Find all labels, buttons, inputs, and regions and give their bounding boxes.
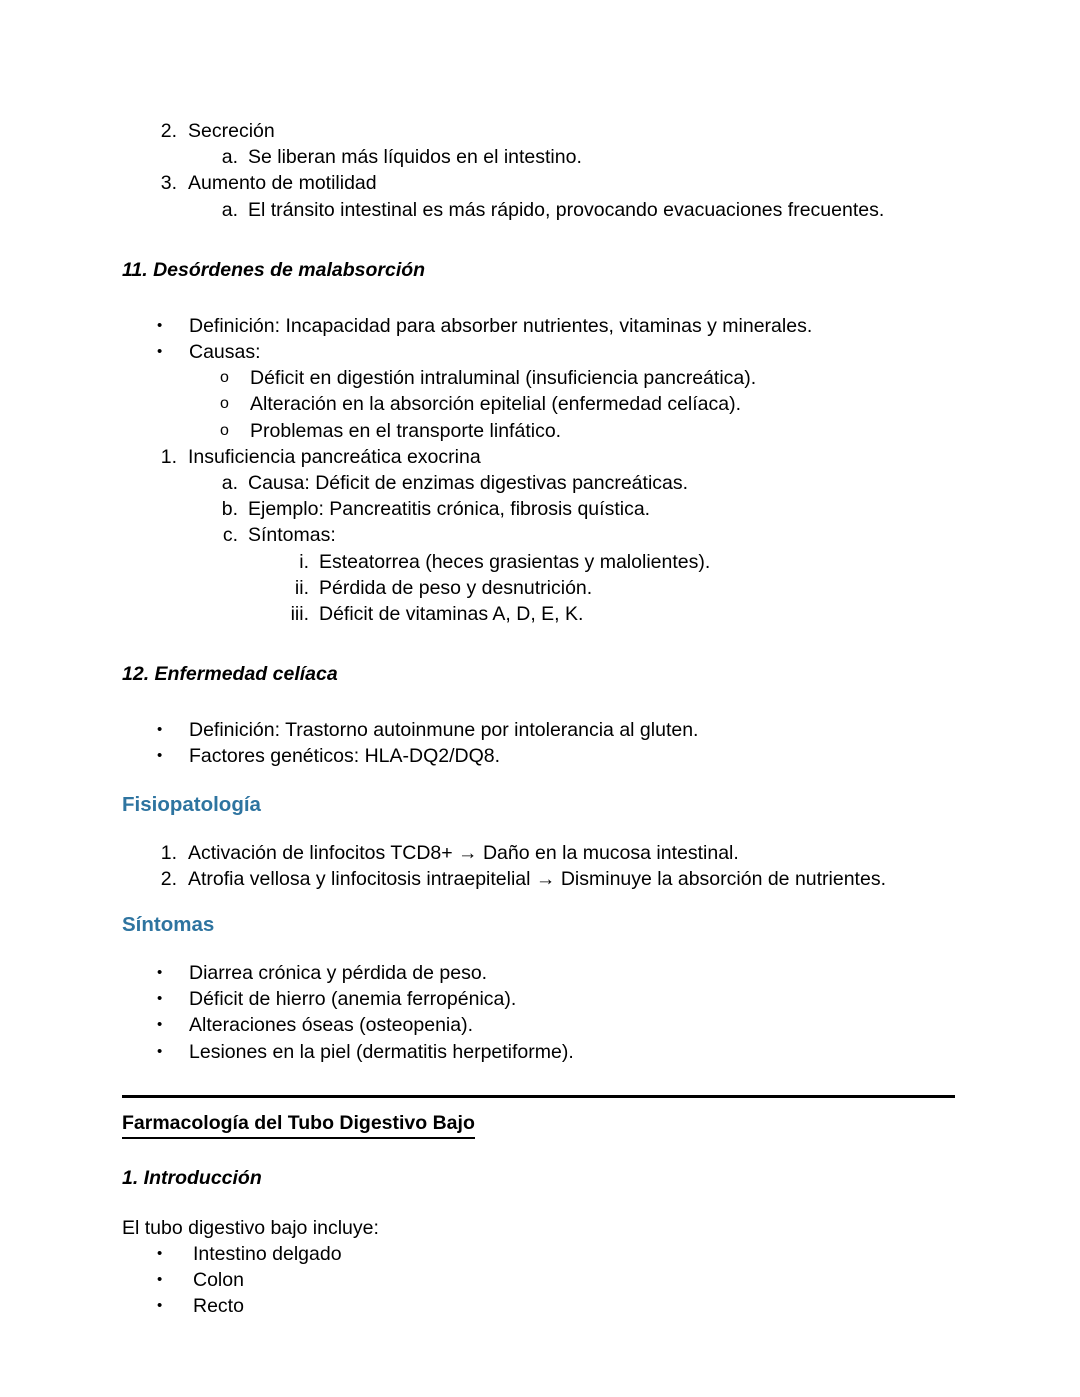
list-item: [122, 118, 970, 144]
spacer: [122, 818, 970, 840]
list-text: Secreción: [188, 120, 275, 142]
list-text: Recto: [193, 1295, 244, 1318]
list-item: [122, 549, 970, 575]
spacer: [122, 627, 970, 661]
list-item: [122, 170, 970, 196]
list-text: Déficit de vitaminas A, D, E, K.: [319, 603, 584, 626]
list-text: Atrofia vellosa y linfocitosis intraepitelial → Disminuye la absorción de nutrientes.: [188, 867, 886, 890]
spacer: [122, 283, 970, 313]
list-item: [122, 470, 970, 496]
continued-list: [122, 118, 970, 223]
list-marker: c.: [222, 524, 238, 547]
spacer: [122, 1139, 970, 1165]
list-item: [122, 496, 970, 522]
list-item: [122, 1293, 970, 1319]
bullet-icon: •: [157, 1016, 163, 1034]
list-item: [122, 418, 970, 444]
bullet-icon: •: [157, 1245, 163, 1263]
list-item: [122, 144, 970, 170]
section-11-bullets: [122, 313, 970, 365]
list-text: Alteración en la absorción epitelial (enfermedad celíaca).: [250, 393, 742, 416]
list-marker: 2.: [160, 867, 177, 890]
circle-bullet-icon: o: [220, 421, 229, 439]
list-item: [122, 1039, 970, 1065]
chapter-intro-list: [122, 1241, 970, 1320]
circle-bullet-icon: o: [220, 369, 229, 387]
bullet-icon: •: [157, 1271, 163, 1289]
spacer: [122, 770, 970, 792]
spacer: [122, 687, 970, 717]
circle-bullet-icon: o: [220, 395, 229, 413]
list-text: Definición: Trastorno autoinmune por intolerancia al gluten.: [189, 719, 699, 742]
list-item: [122, 313, 970, 339]
list-marker: a.: [221, 146, 238, 169]
section-11-causes: [122, 365, 970, 444]
section-11-roman: [122, 549, 970, 628]
spacer: [122, 1065, 970, 1095]
list-text: Activación de linfocitos TCD8+ → Daño en la mucosa intestinal.: [188, 841, 739, 864]
subsection-heading-sintomas: Síntomas: [122, 913, 215, 937]
list-item: [122, 522, 970, 548]
list-text: Intestino delgado: [193, 1243, 342, 1266]
list-text: Diarrea crónica y pérdida de peso.: [189, 962, 488, 985]
list-text: Factores genéticos: HLA-DQ2/DQ8.: [189, 745, 501, 768]
spacer: [122, 1191, 970, 1215]
list-marker: a.: [221, 198, 238, 221]
list-text: Pérdida de peso y desnutrición.: [319, 576, 593, 599]
section-heading-11: 11. Desórdenes de malabsorción: [122, 258, 426, 281]
list-marker: i.: [299, 550, 309, 573]
list-text: Déficit en digestión intraluminal (insuficiencia pancreática).: [250, 367, 757, 390]
spacer: [122, 223, 970, 257]
list-item: [122, 1012, 970, 1038]
list-item: [122, 866, 970, 892]
list-item: [122, 1267, 970, 1293]
spacer: [122, 1098, 970, 1110]
list-item: [122, 960, 970, 986]
list-item: [122, 840, 970, 866]
list-text: El tránsito intestinal es más rápido, provocando evacuaciones frecuentes.: [248, 198, 885, 221]
list-item: [122, 1241, 970, 1267]
list-text: Colon: [193, 1269, 244, 1292]
fisiopatologia-list: [122, 840, 970, 892]
list-marker: 2.: [160, 120, 177, 142]
list-text: Aumento de motilidad: [188, 172, 377, 195]
list-text: Causa: Déficit de enzimas digestivas pancreáticas.: [248, 472, 689, 495]
bullet-icon: •: [157, 343, 163, 361]
list-item: [122, 197, 970, 223]
list-marker: a.: [221, 472, 238, 495]
bullet-icon: •: [157, 1042, 163, 1060]
bullet-icon: •: [157, 747, 163, 765]
section-12-bullets: [122, 717, 970, 769]
list-item: [122, 743, 970, 769]
section-11-lettered: [122, 470, 970, 549]
bullet-icon: •: [157, 316, 163, 334]
bullet-icon: •: [157, 990, 163, 1008]
bullet-icon: •: [157, 1297, 163, 1315]
list-text: Definición: Incapacidad para absorber nutrientes, vitaminas y minerales.: [189, 314, 813, 337]
list-item: [122, 986, 970, 1012]
list-text: Se liberan más líquidos en el intestino.: [248, 146, 582, 169]
list-text: Problemas en el transporte linfático.: [250, 419, 562, 442]
sintomas-list: [122, 960, 970, 1065]
chapter-intro-paragraph: El tubo digestivo bajo incluye:: [122, 1216, 379, 1239]
list-item: [122, 339, 970, 365]
list-text: Esteatorrea (heces grasientas y malolientes).: [319, 550, 711, 573]
list-item: [122, 365, 970, 391]
list-item: [122, 575, 970, 601]
list-text: Insuficiencia pancreática exocrina: [188, 445, 481, 468]
list-text: Causas:: [189, 341, 261, 364]
list-item: [122, 717, 970, 743]
list-marker: 1.: [160, 445, 177, 468]
list-marker: 1.: [160, 841, 177, 864]
section-heading-12: 12. Enfermedad celíaca: [122, 663, 338, 686]
bullet-icon: •: [157, 964, 163, 982]
list-text: Ejemplo: Pancreatitis crónica, fibrosis quística.: [248, 498, 651, 521]
list-marker: 3.: [160, 172, 177, 195]
list-text: Lesiones en la piel (dermatitis herpetiforme).: [189, 1040, 574, 1063]
list-item: [122, 391, 970, 417]
list-text: Síntomas:: [248, 524, 336, 547]
bullet-icon: •: [157, 721, 163, 739]
list-marker: ii.: [294, 576, 309, 599]
spacer: [122, 892, 970, 912]
list-text: Alteraciones óseas (osteopenia).: [189, 1014, 473, 1037]
list-marker: iii.: [290, 603, 309, 626]
spacer: [122, 938, 970, 960]
list-marker: b.: [221, 498, 238, 521]
chapter-title: Farmacología del Tubo Digestivo Bajo: [122, 1110, 475, 1139]
list-item: [122, 601, 970, 627]
list-item: [122, 444, 970, 470]
list-text: Déficit de hierro (anemia ferropénica).: [189, 988, 517, 1011]
chapter-title-wrap: [122, 1110, 970, 1139]
subsection-heading-fisiopatologia: Fisiopatología: [122, 792, 261, 816]
chapter-intro-heading: 1. Introducción: [122, 1166, 262, 1189]
